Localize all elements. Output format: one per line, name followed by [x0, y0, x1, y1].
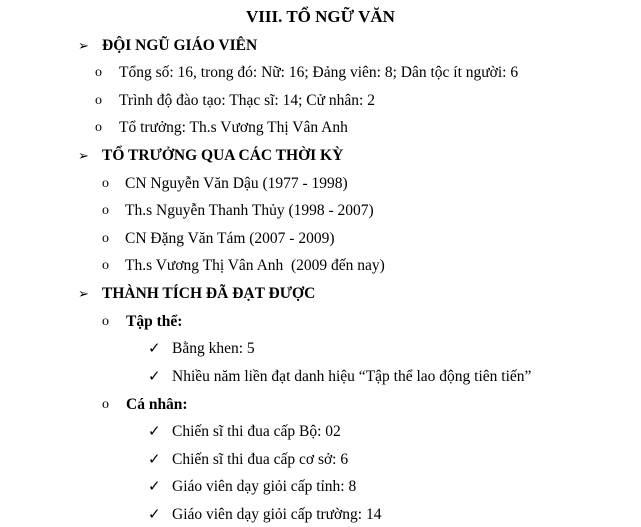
page-title: VIII. TỔ NGỮ VĂN: [246, 7, 395, 26]
circle-bullet-icon: o: [95, 120, 102, 135]
group-label: o Tập thể:: [102, 311, 302, 333]
check-icon: ✓: [148, 424, 161, 440]
check-icon: ✓: [148, 452, 161, 468]
circle-bullet-icon: o: [102, 397, 109, 412]
list-item: o CN Đặng Văn Tám (2007 - 2009): [102, 228, 522, 250]
circle-bullet-icon: o: [102, 314, 109, 329]
circle-bullet-icon: o: [102, 231, 109, 246]
arrow-icon: ➢: [78, 148, 89, 163]
list-item: ✓ Bằng khen: 5: [148, 338, 568, 360]
check-icon: ✓: [148, 479, 161, 495]
circle-bullet-icon: o: [95, 93, 102, 108]
list-item: ✓ Chiến sĩ thi đua cấp cơ sở: 6: [148, 449, 568, 471]
list-item: ✓ Nhiều năm liền đạt danh hiệu “Tập thể lao động tiên tiến”: [148, 366, 568, 388]
check-icon: ✓: [148, 341, 161, 357]
section-heading: ➢ TỔ TRƯỞNG QUA CÁC THỜI KỲ: [78, 145, 478, 167]
list-item: o Trình độ đào tạo: Thạc sĩ: 14; Cử nhân: 2: [95, 90, 555, 112]
group-label: o Cá nhân:: [102, 394, 302, 416]
list-item: ✓ Chiến sĩ thi đua cấp Bộ: 02: [148, 421, 568, 443]
list-item: o CN Nguyễn Văn Dậu (1977 - 1998): [102, 173, 522, 195]
list-item: o Tổng số: 16, trong đó: Nữ: 16; Đảng viên: 8; Dân tộc ít người: 6: [95, 62, 555, 84]
list-item: o Th.s Nguyễn Thanh Thủy (1998 - 2007): [102, 200, 522, 222]
list-item: o Th.s Vương Thị Vân Anh (2009 đến nay): [102, 255, 522, 277]
arrow-icon: ➢: [78, 286, 89, 301]
check-icon: ✓: [148, 507, 161, 523]
circle-bullet-icon: o: [95, 65, 102, 80]
list-item: ✓ Giáo viên dạy giỏi cấp tỉnh: 8: [148, 476, 568, 498]
circle-bullet-icon: o: [102, 176, 109, 191]
section-heading: ➢ THÀNH TÍCH ĐÃ ĐẠT ĐƯỢC: [78, 283, 478, 305]
circle-bullet-icon: o: [102, 258, 109, 273]
check-icon: ✓: [148, 369, 161, 385]
circle-bullet-icon: o: [102, 203, 109, 218]
list-item: o Tổ trưởng: Th.s Vương Thị Vân Anh: [95, 117, 555, 139]
section-heading: ➢ ĐỘI NGŨ GIÁO VIÊN: [78, 35, 478, 57]
arrow-icon: ➢: [78, 38, 89, 53]
list-item: ✓ Giáo viên dạy giỏi cấp trường: 14: [148, 504, 568, 526]
